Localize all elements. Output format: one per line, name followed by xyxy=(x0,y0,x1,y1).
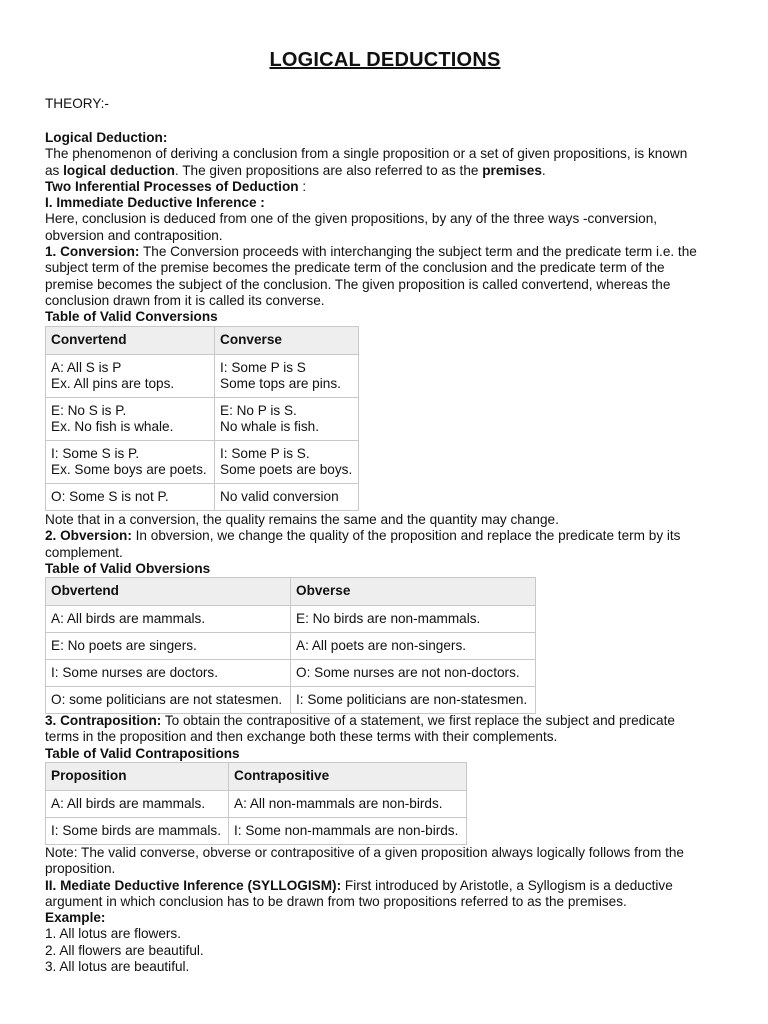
table-cell: A: All non-mammals are non-birds. xyxy=(229,791,467,818)
contraposition-note-2: proposition. xyxy=(45,861,116,877)
table-cell: I: Some politicians are non-statesmen. xyxy=(291,687,536,714)
immediate-heading: I. Immediate Deductive Inference : xyxy=(45,195,265,211)
conversions-table xyxy=(45,326,359,511)
contraposition-paragraph: 3. Contraposition: To obtain the contrapositive of a statement, we first replace the subject and predicate xyxy=(45,713,675,728)
contraposition-table-title: Table of Valid Contrapositions xyxy=(45,745,240,761)
mediate-section xyxy=(45,845,717,975)
conversion-table-title: Table of Valid Conversions xyxy=(45,309,218,325)
table-row xyxy=(46,355,359,398)
intro-line-1: The phenomenon of deriving a conclusion from a single proposition or a set of given propositions, is known xyxy=(45,146,688,162)
table-cell: A: All S is P Ex. All pins are tops. xyxy=(46,355,215,398)
contraposition-note-1: Note: The valid converse, obverse or contrapositive of a given proposition always logically follows from the xyxy=(45,845,684,860)
table-row xyxy=(46,660,536,687)
intro-section xyxy=(45,130,717,326)
conversion-line-4: conclusion drawn from it is called its converse. xyxy=(45,292,325,308)
table-header-cell: Obvertend xyxy=(46,578,291,606)
table-cell: I: Some non-mammals are non-birds. xyxy=(229,818,467,845)
table-row xyxy=(46,398,359,441)
table-header-cell: Proposition xyxy=(46,763,229,791)
obversion-section xyxy=(45,512,717,577)
table-row xyxy=(46,791,467,818)
obversion-table-title: Table of Valid Obversions xyxy=(45,560,211,576)
table-row xyxy=(46,441,359,484)
table-cell: No valid conversion xyxy=(215,484,359,511)
table-row xyxy=(46,633,536,660)
table-header-row xyxy=(46,578,536,606)
mediate-line-2: argument in which conclusion has to be drawn from two propositions referred to as the premises. xyxy=(45,893,627,909)
conversion-line-3: premise becomes the subject of the conclusion. The given proposition is called convertend, whereas the xyxy=(45,276,671,292)
obversion-paragraph: 2. Obversion: In obversion, we change the quality of the proposition and replace the predicate term by its xyxy=(45,528,681,544)
table-row xyxy=(46,606,536,633)
page-title: LOGICAL DEDUCTIONS xyxy=(269,49,501,71)
example-heading: Example: xyxy=(45,910,106,926)
table-header-cell: Contrapositive xyxy=(229,763,467,791)
table-header-cell: Convertend xyxy=(46,327,215,355)
table-cell: E: No birds are non-mammals. xyxy=(291,606,536,633)
intro-heading: Logical Deduction: xyxy=(45,130,168,145)
conversion-paragraph: 1. Conversion: The Conversion proceeds with interchanging the subject term and the predicate term i.e. the xyxy=(45,244,697,260)
contrapositions-table xyxy=(45,762,467,845)
contraposition-line-2: terms in the proposition and then exchange both these terms with their complements. xyxy=(45,729,558,745)
table-cell: I: Some P is S. Some poets are boys. xyxy=(215,441,359,484)
list-item: 3. All lotus are beautiful. xyxy=(45,959,190,975)
conversion-note: Note that in a conversion, the quality remains the same and the quantity may change. xyxy=(45,512,559,527)
obversions-table xyxy=(45,577,536,714)
table-cell: I: Some nurses are doctors. xyxy=(46,660,291,687)
table-header-row xyxy=(46,327,359,355)
table-cell: I: Some birds are mammals. xyxy=(46,818,229,845)
theory-label: THEORY:- xyxy=(45,96,109,111)
table-row xyxy=(46,818,467,845)
list-item: 2. All flowers are beautiful. xyxy=(45,942,204,958)
table-cell: I: Some S is P. Ex. Some boys are poets. xyxy=(46,441,215,484)
table-cell: E: No P is S. No whale is fish. xyxy=(215,398,359,441)
immediate-line-2: obversion and contraposition. xyxy=(45,227,223,243)
table-cell: O: Some S is not P. xyxy=(46,484,215,511)
obversion-line-2: complement. xyxy=(45,544,123,560)
table-cell: E: No poets are singers. xyxy=(46,633,291,660)
table-cell: E: No S is P. Ex. No fish is whale. xyxy=(46,398,215,441)
table-cell: A: All birds are mammals. xyxy=(46,606,291,633)
table-header-row xyxy=(46,763,467,791)
table-cell: I: Some P is S Some tops are pins. xyxy=(215,355,359,398)
contraposition-section xyxy=(45,713,717,762)
table-row xyxy=(46,484,359,511)
table-cell: A: All poets are non-singers. xyxy=(291,633,536,660)
list-item: 1. All lotus are flowers. xyxy=(45,926,181,942)
conversion-line-2: subject term of the premise becomes the predicate term of the conclusion and the predicate term of the xyxy=(45,260,665,276)
table-cell: O: Some nurses are not non-doctors. xyxy=(291,660,536,687)
immediate-line-1: Here, conclusion is deduced from one of the given propositions, by any of the three ways -conversion, xyxy=(45,211,658,227)
table-row xyxy=(46,687,536,714)
table-header-cell: Converse xyxy=(215,327,359,355)
table-cell: O: some politicians are not statesmen. xyxy=(46,687,291,714)
table-header-cell: Obverse xyxy=(291,578,536,606)
intro-line-2: as logical deduction. The given propositions are also referred to as the premises. xyxy=(45,162,546,178)
mediate-paragraph: II. Mediate Deductive Inference (SYLLOGISM): First introduced by Aristotle, a Syllogism is a deductive xyxy=(45,877,673,893)
two-processes-heading: Two Inferential Processes of Deduction : xyxy=(45,178,307,194)
table-cell: A: All birds are mammals. xyxy=(46,791,229,818)
